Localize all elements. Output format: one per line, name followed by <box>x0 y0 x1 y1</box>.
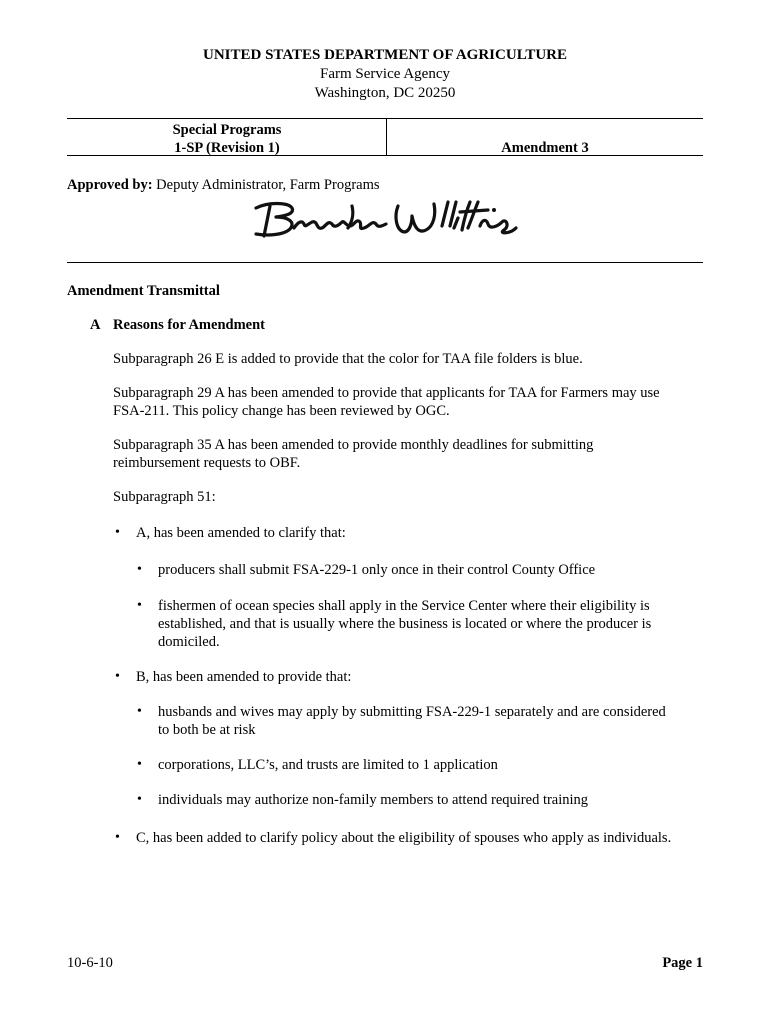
sub-item-a2-line2: established, and that is usually where the business is located or where the producer is <box>158 616 652 632</box>
bullet-icon: • <box>115 669 120 684</box>
sub-item-b3: individuals may authorize non-family members to attend required training <box>158 792 589 808</box>
sub-item-a2-line3: domiciled. <box>158 634 220 650</box>
approved-by-label: Approved by: <box>67 177 153 193</box>
agency-location: Washington, DC 20250 <box>314 85 456 101</box>
transmittal-heading: Amendment Transmittal <box>67 283 220 299</box>
paragraph-35a-line2: reimbursement requests to OBF. <box>113 455 301 471</box>
bullet-icon: • <box>137 562 142 577</box>
approval-line <box>67 176 380 194</box>
bullet-icon: • <box>115 525 120 540</box>
paragraph-51: Subparagraph 51: <box>113 489 216 505</box>
sub-item-a2-line1: fishermen of ocean species shall apply in the Service Center where their eligibility is <box>158 598 650 614</box>
sub-item-b1-line1: husbands and wives may apply by submitting FSA-229-1 separately and are considered <box>158 704 666 720</box>
bullet-icon: • <box>137 598 142 613</box>
section-letter: A <box>90 317 101 333</box>
department-name: UNITED STATES DEPARTMENT OF AGRICULTURE <box>203 47 567 63</box>
amendment-number: Amendment 3 <box>501 140 589 156</box>
handbook-number: 1-SP (Revision 1) <box>174 140 280 156</box>
paragraph-35a-line1: Subparagraph 35 A has been amended to provide monthly deadlines for submitting <box>113 437 594 453</box>
handbook-title-cell <box>67 121 387 157</box>
footer-date: 10-6-10 <box>67 955 113 971</box>
paragraph-29a-line1: Subparagraph 29 A has been amended to provide that applicants for TAA for Farmers may use <box>113 385 660 401</box>
page-number: Page 1 <box>662 955 703 971</box>
sub-item-a1: producers shall submit FSA-229-1 only once in their control County Office <box>158 562 596 578</box>
section-title: Reasons for Amendment <box>113 317 265 333</box>
section-rule <box>67 262 703 263</box>
agency-name: Farm Service Agency <box>320 66 450 82</box>
paragraph-29a-line2: FSA-211. This policy change has been reviewed by OGC. <box>113 403 450 419</box>
signature-image <box>248 196 523 244</box>
list-item-a: A, has been amended to clarify that: <box>136 525 346 541</box>
handbook-title: Special Programs <box>172 122 282 138</box>
bullet-icon: • <box>137 792 142 807</box>
bullet-icon: • <box>115 830 120 845</box>
bullet-icon: • <box>137 704 142 719</box>
sub-item-b2: corporations, LLC’s, and trusts are limited to 1 application <box>158 757 498 773</box>
sub-item-b1-line2: to both be at risk <box>158 722 256 738</box>
approver-title: Deputy Administrator, Farm Programs <box>156 177 380 193</box>
table-top-rule <box>67 118 703 119</box>
paragraph-26e: Subparagraph 26 E is added to provide that the color for TAA file folders is blue. <box>113 351 583 367</box>
letterhead <box>0 46 770 103</box>
list-item-b: B, has been amended to provide that: <box>136 669 352 685</box>
bullet-icon: • <box>137 757 142 772</box>
list-item-c: C, has been added to clarify policy about the eligibility of spouses who apply as individuals. <box>136 830 672 846</box>
